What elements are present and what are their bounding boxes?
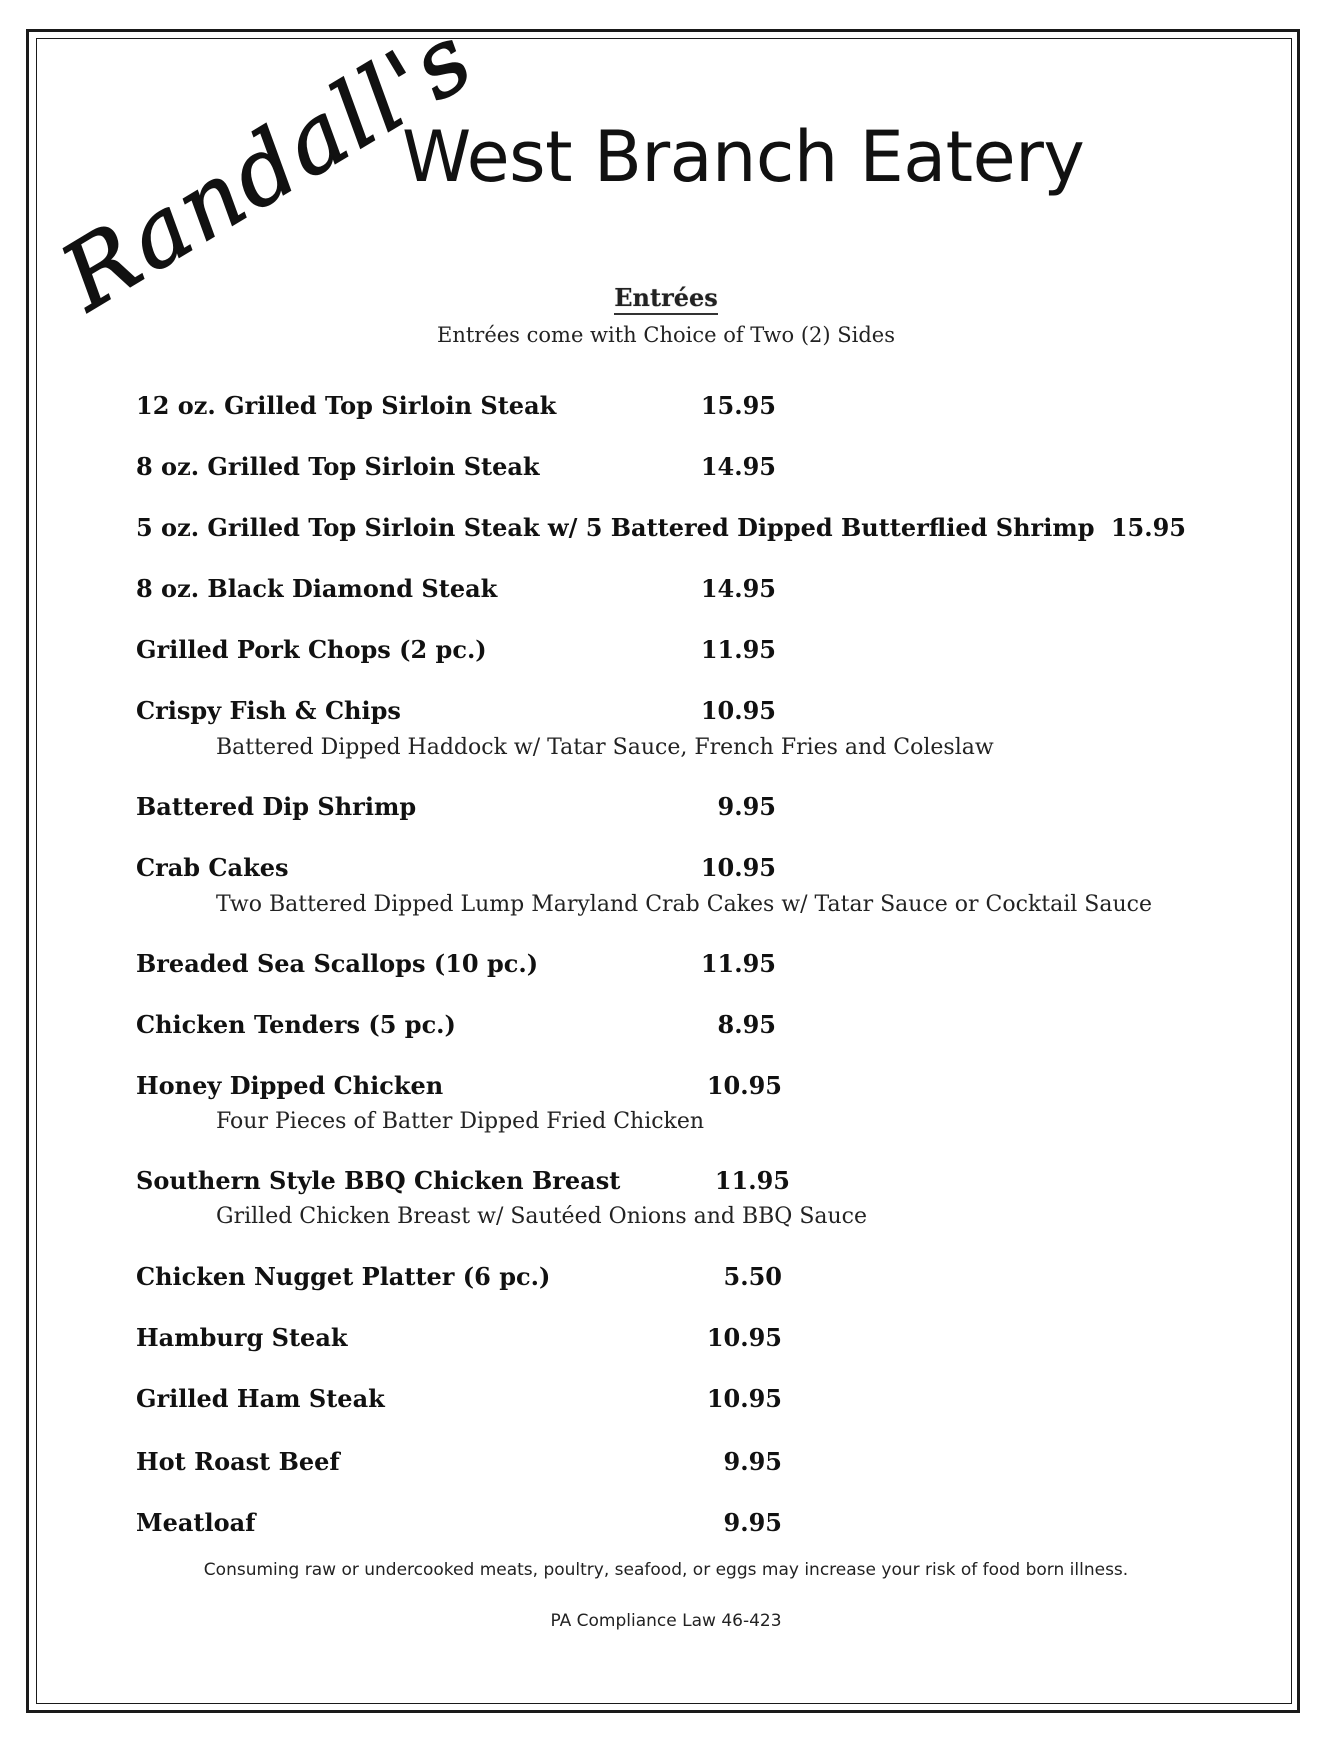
menu-item-price: 11.95 [700,949,776,978]
menu-item-name: Chicken Nugget Platter (6 pc.) [136,1262,551,1291]
menu-item-price: 15.95 [700,391,776,420]
menu-item-name: Southern Style BBQ Chicken Breast [136,1166,621,1195]
menu-item-price: 14.95 [700,452,776,481]
menu-item-price: 14.95 [700,574,776,603]
menu-item-name: 8 oz. Black Diamond Steak [136,574,498,603]
food-safety-warning: Consuming raw or undercooked meats, poultry, seafood, or eggs may increase your risk of food born illness. [203,1560,1129,1580]
menu-item-name: Chicken Tenders (5 pc.) [136,1010,456,1039]
menu-item-description: Two Battered Dipped Lump Maryland Crab Cakes w/ Tatar Sauce or Cocktail Sauce [216,892,1152,917]
menu-item-price: 10.95 [700,853,776,882]
menu-item-price: 10.95 [706,1323,782,1352]
menu-item-name: Grilled Pork Chops (2 pc.) [136,635,487,664]
menu-item-price: 10.95 [706,1384,782,1413]
menu-item-description: Grilled Chicken Breast w/ Sautéed Onions and BBQ Sauce [216,1204,868,1229]
compliance-law: PA Compliance Law 46-423 [550,1611,782,1631]
menu-item-name: Breaded Sea Scallops (10 pc.) [136,949,539,978]
menu-item-price: 9.95 [717,792,776,821]
section-note: Entrées come with Choice of Two (2) Sides [436,323,896,347]
menu-item-name: 5 oz. Grilled Top Sirloin Steak w/ 5 Battered Dipped Butterflied Shrimp [136,513,1095,542]
menu-item-name: Battered Dip Shrimp [136,792,417,821]
menu-item-name: Grilled Ham Steak [136,1384,385,1413]
menu-item-name: Hamburg Steak [136,1323,348,1352]
svg-text:Randall's: Randall's [44,3,492,331]
menu-item-name: 8 oz. Grilled Top Sirloin Steak [136,452,540,481]
menu-item-description: Battered Dipped Haddock w/ Tatar Sauce, French Fries and Coleslaw [216,735,994,760]
section-title-text: Entrées [614,283,718,315]
menu-item-price: 11.95 [700,635,776,664]
menu-item-price: 9.95 [723,1447,782,1476]
menu-item-name: Hot Roast Beef [136,1447,340,1476]
menu-item-price: 10.95 [706,1071,782,1100]
menu-item-price: 11.95 [714,1166,790,1195]
menu-item-price: 15.95 [1110,513,1186,542]
menu-item-price: 5.50 [723,1262,782,1291]
menu-item-name: 12 oz. Grilled Top Sirloin Steak [136,391,557,420]
menu-item-name: Honey Dipped Chicken [136,1071,444,1100]
menu-item-description: Four Pieces of Batter Dipped Fried Chicken [216,1109,705,1134]
menu-item-name: Crab Cakes [136,853,289,882]
menu-item-name: Meatloaf [136,1508,256,1537]
restaurant-name: West Branch Eatery [402,116,1085,198]
menu-item-name: Crispy Fish & Chips [136,696,401,725]
section-title [0,283,1332,312]
menu-item-price: 10.95 [700,696,776,725]
menu-item-price: 9.95 [723,1508,782,1537]
menu-item-price: 8.95 [717,1010,776,1039]
